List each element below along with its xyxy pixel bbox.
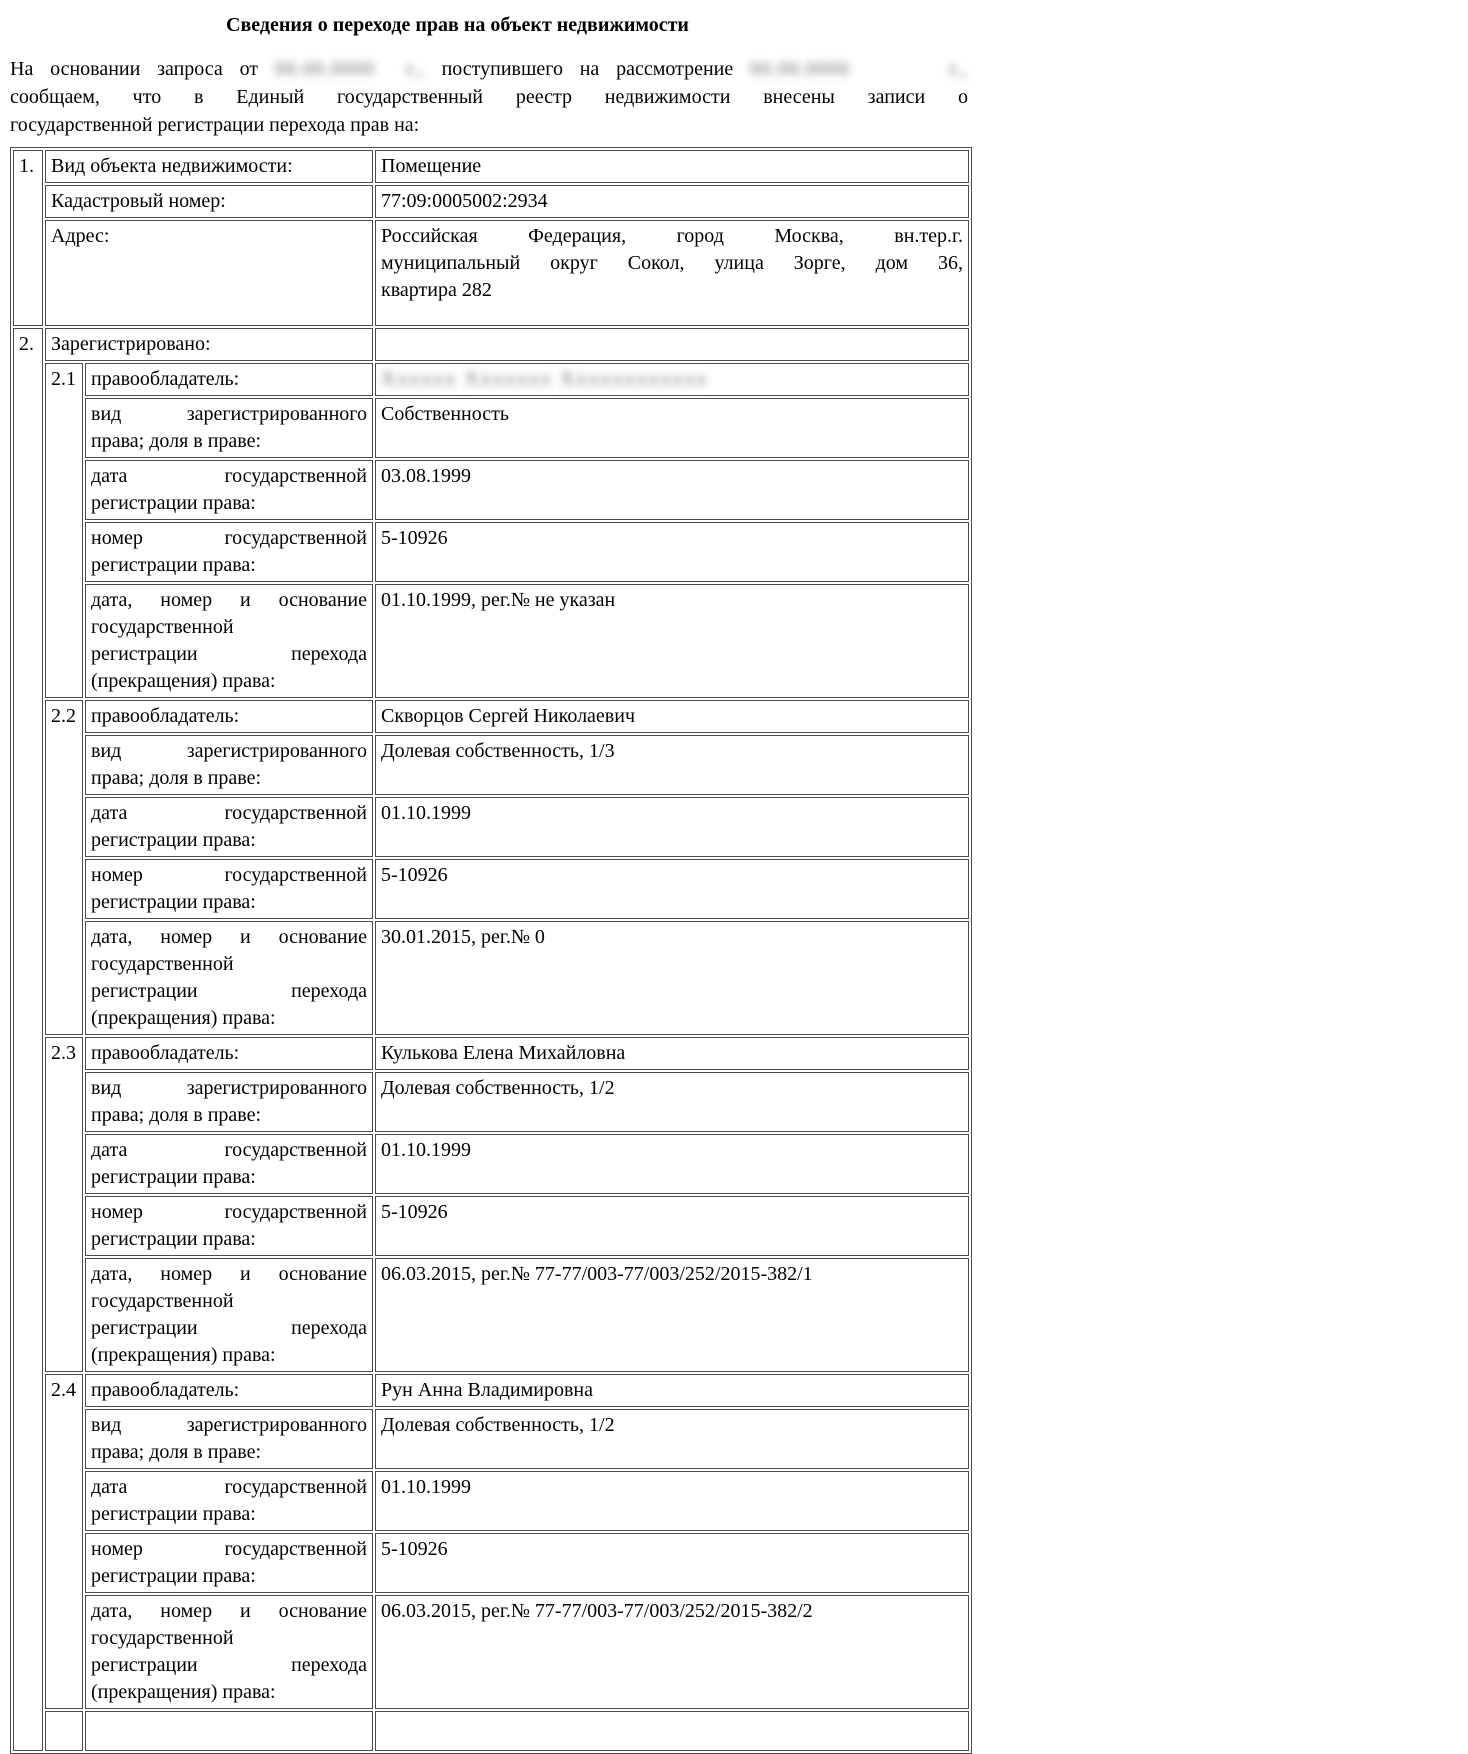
field-label bbox=[85, 1471, 373, 1531]
text-line: дата государственной bbox=[91, 465, 367, 487]
section-number: 2. bbox=[13, 328, 43, 1751]
field-label: Зарегистрировано: bbox=[45, 328, 373, 361]
table-row bbox=[13, 363, 969, 396]
text-line: права; доля в праве: bbox=[91, 430, 262, 452]
field-label bbox=[85, 398, 373, 458]
intro-paragraph bbox=[10, 55, 968, 139]
text-line: правообладатель: bbox=[91, 1042, 240, 1064]
redacted-date: 00.00.0000 г., bbox=[750, 58, 969, 80]
text-line: дата, номер и основание bbox=[91, 926, 367, 948]
field-label bbox=[85, 584, 373, 698]
table-row bbox=[13, 1134, 969, 1194]
text-line: регистрации права: bbox=[91, 1503, 256, 1525]
field-value-address bbox=[375, 220, 969, 326]
table-row bbox=[13, 460, 969, 520]
text-line: правообладатель: bbox=[91, 705, 240, 727]
field-value: Долевая собственность, 1/2 bbox=[375, 1409, 969, 1469]
text-line: квартира 282 bbox=[381, 279, 492, 301]
text-line: государственной bbox=[91, 616, 234, 638]
field-value-holder: Кулькова Елена Михайловна bbox=[375, 1037, 969, 1070]
text-line: номер государственной bbox=[91, 527, 367, 549]
text-line: вид зарегистрированного bbox=[91, 740, 367, 762]
text-line: номер государственной bbox=[91, 1538, 367, 1560]
table-row bbox=[13, 1409, 969, 1469]
text-line: регистрации перехода bbox=[91, 980, 367, 1002]
text-line: номер государственной bbox=[91, 864, 367, 886]
table-row bbox=[13, 328, 969, 361]
text-line: дата государственной bbox=[91, 802, 367, 824]
field-label bbox=[85, 1196, 373, 1256]
field-label bbox=[85, 1595, 373, 1709]
text-line: государственной bbox=[91, 1290, 234, 1312]
redacted-name: Хххххх Ххххххх Хххххххххххх bbox=[381, 368, 709, 390]
field-value: 5-10926 bbox=[375, 522, 969, 582]
table-row bbox=[13, 1374, 969, 1407]
field-label bbox=[85, 1258, 373, 1372]
field-value-empty bbox=[375, 328, 969, 361]
text-line: вид зарегистрированного bbox=[91, 1077, 367, 1099]
text-line: дата государственной bbox=[91, 1139, 367, 1161]
table-row bbox=[13, 1471, 969, 1531]
section-number: 1. bbox=[13, 150, 43, 326]
entry-number: 2.4 bbox=[45, 1374, 83, 1709]
field-value-holder: Скворцов Сергей Николаевич bbox=[375, 700, 969, 733]
field-value: 5-10926 bbox=[375, 1196, 969, 1256]
field-value-holder bbox=[375, 363, 969, 396]
text-line: номер государственной bbox=[91, 1201, 367, 1223]
field-value: 30.01.2015, рег.№ 0 bbox=[375, 921, 969, 1035]
field-label bbox=[85, 700, 373, 733]
field-value: Собственность bbox=[375, 398, 969, 458]
text-line: дата государственной bbox=[91, 1476, 367, 1498]
rights-table bbox=[10, 147, 972, 1754]
text-line: дата, номер и основание bbox=[91, 589, 367, 611]
text-line: (прекращения) права: bbox=[91, 1344, 276, 1366]
entry-number: 2.1 bbox=[45, 363, 83, 698]
field-value: 77:09:0005002:2934 bbox=[375, 185, 969, 218]
text-line: вид зарегистрированного bbox=[91, 403, 367, 425]
text-line: (прекращения) права: bbox=[91, 1007, 276, 1029]
field-label bbox=[85, 460, 373, 520]
text-line: регистрации права: bbox=[91, 492, 256, 514]
text-line: регистрации права: bbox=[91, 1565, 256, 1587]
table-row bbox=[13, 735, 969, 795]
field-value: Помещение bbox=[375, 150, 969, 183]
text-line: правообладатель: bbox=[91, 1379, 240, 1401]
table-row bbox=[13, 700, 969, 733]
text-line: регистрации перехода bbox=[91, 643, 367, 665]
intro-line-3: государственной регистрации перехода прав на: bbox=[10, 114, 420, 136]
table-row bbox=[13, 185, 969, 218]
field-value: Долевая собственность, 1/2 bbox=[375, 1072, 969, 1132]
text-line: правообладатель: bbox=[91, 368, 240, 390]
table-row bbox=[13, 220, 969, 326]
field-label bbox=[85, 363, 373, 396]
table-row bbox=[13, 1533, 969, 1593]
table-row bbox=[13, 1196, 969, 1256]
field-label: Кадастровый номер: bbox=[45, 185, 373, 218]
field-value: 01.10.1999 bbox=[375, 1471, 969, 1531]
text-line: (прекращения) права: bbox=[91, 1681, 276, 1703]
field-label bbox=[85, 1374, 373, 1407]
field-label bbox=[85, 1409, 373, 1469]
intro-line-1 bbox=[10, 55, 968, 83]
entry-number: 2.2 bbox=[45, 700, 83, 1035]
text-line: права; доля в праве: bbox=[91, 1441, 262, 1463]
field-value: 01.10.1999 bbox=[375, 1134, 969, 1194]
field-label bbox=[85, 522, 373, 582]
text-line: дата, номер и основание bbox=[91, 1263, 367, 1285]
text-line: (прекращения) права: bbox=[91, 670, 276, 692]
field-label bbox=[85, 1134, 373, 1194]
text-line: права; доля в праве: bbox=[91, 1104, 262, 1126]
field-label bbox=[85, 1533, 373, 1593]
field-value-holder: Рун Анна Владимировна bbox=[375, 1374, 969, 1407]
document-title: Сведения о переходе прав на объект недвижимости bbox=[226, 14, 689, 36]
field-label bbox=[85, 1037, 373, 1070]
text-line: регистрации перехода bbox=[91, 1654, 367, 1676]
field-value: 5-10926 bbox=[375, 1533, 969, 1593]
field-value bbox=[375, 1711, 969, 1751]
field-value: 03.08.1999 bbox=[375, 460, 969, 520]
table-row bbox=[13, 797, 969, 857]
text-line: регистрации права: bbox=[91, 829, 256, 851]
field-label bbox=[85, 797, 373, 857]
field-label bbox=[85, 1711, 373, 1751]
table-row bbox=[13, 398, 969, 458]
table-row bbox=[13, 1595, 969, 1709]
text-line: государственной bbox=[91, 953, 234, 975]
field-value: 06.03.2015, рег.№ 77-77/003-77/003/252/2015-382/2 bbox=[375, 1595, 969, 1709]
field-value: Долевая собственность, 1/3 bbox=[375, 735, 969, 795]
text-line: регистрации права: bbox=[91, 1166, 256, 1188]
field-value: 01.10.1999 bbox=[375, 797, 969, 857]
intro-text: поступившего на рассмотрение bbox=[441, 58, 734, 80]
field-label: Адрес: bbox=[45, 220, 373, 326]
field-value: 01.10.1999, рег.№ не указан bbox=[375, 584, 969, 698]
text-line: Российская Федерация, город Москва, вн.тер.г. bbox=[381, 225, 963, 247]
field-label bbox=[85, 1072, 373, 1132]
text-line: регистрации права: bbox=[91, 1228, 256, 1250]
text-line: муниципальный округ Сокол, улица Зорге, дом 36, bbox=[381, 252, 963, 274]
text-line: регистрации перехода bbox=[91, 1317, 367, 1339]
text-line: вид зарегистрированного bbox=[91, 1414, 367, 1436]
table-row bbox=[13, 150, 969, 183]
table-row bbox=[13, 522, 969, 582]
table-row bbox=[13, 1072, 969, 1132]
table-row bbox=[13, 859, 969, 919]
text-line: государственной bbox=[91, 1627, 234, 1649]
field-label: Вид объекта недвижимости: bbox=[45, 150, 373, 183]
table-row bbox=[13, 921, 969, 1035]
text-line: права; доля в праве: bbox=[91, 767, 262, 789]
text-line: регистрации права: bbox=[91, 891, 256, 913]
field-label bbox=[85, 859, 373, 919]
table-row bbox=[13, 1258, 969, 1372]
table-row bbox=[13, 1037, 969, 1070]
field-label bbox=[85, 921, 373, 1035]
entry-number: 2.3 bbox=[45, 1037, 83, 1372]
intro-line-2: сообщаем, что в Единый государственный реестр недвижимости внесены записи о bbox=[10, 86, 968, 108]
redacted-date: 00.00.0000 г., bbox=[274, 58, 425, 80]
table-row-partial bbox=[13, 1711, 969, 1751]
text-line: регистрации права: bbox=[91, 554, 256, 576]
entry-number bbox=[45, 1711, 83, 1751]
text-line: дата, номер и основание bbox=[91, 1600, 367, 1622]
field-value: 5-10926 bbox=[375, 859, 969, 919]
intro-text: На основании запроса от bbox=[10, 58, 259, 80]
table-row bbox=[13, 584, 969, 698]
field-value: 06.03.2015, рег.№ 77-77/003-77/003/252/2015-382/1 bbox=[375, 1258, 969, 1372]
field-label bbox=[85, 735, 373, 795]
